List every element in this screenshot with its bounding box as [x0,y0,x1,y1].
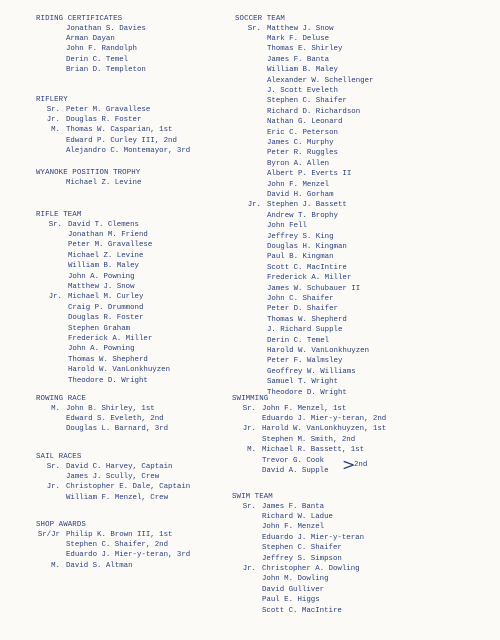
student-name: Peter M. Gravallese [66,105,151,114]
list-item [232,554,500,564]
class-label: M. [247,446,256,455]
student-name: James F. Banta [267,55,330,64]
list-item [232,190,500,200]
list-item [232,424,500,434]
list-item [0,240,232,250]
list-item [232,512,500,522]
list-item [232,304,500,314]
student-name: Scott C. MacIntire [262,606,342,615]
class-label: Sr. [46,105,60,114]
student-name: William F. Menzel, Crew [66,493,169,502]
student-name: Edward P. Curley III, 2nd [66,136,177,145]
section-heading: RIFLERY [36,96,68,104]
student-name: Matthew J. Snow [68,283,135,291]
student-name: Thomas W. Shepherd [68,355,148,364]
list-item [232,445,500,455]
class-label: Sr/Jr [37,530,60,539]
list-item [232,117,500,127]
list-item [232,377,500,387]
list-item [0,220,232,230]
list-item [232,388,500,398]
student-name: Jeffrey S. King [267,232,334,241]
list-item [0,65,232,75]
class-label: Jr. [242,425,256,434]
student-name: Frederick A. Miller [267,274,352,283]
section-heading: WYANOKE POSITION TROPHY [36,169,141,177]
student-name: Peter R. Ruggles [267,149,338,158]
student-name: Michael Z. Levine [68,251,144,260]
tie-brace-icon: > [342,454,356,474]
list-item [0,414,232,424]
list-item [0,125,232,135]
list-item [232,180,500,190]
student-name: Byron A. Allen [267,159,330,168]
list-item [0,178,232,188]
student-name: Edward S. Eveleth, 2nd [66,415,164,423]
list-item [232,284,500,294]
student-name: Theodore D. Wright [68,376,148,385]
section-heading: ROWING RACE [36,395,86,403]
student-name: Arman Dayan [66,35,115,43]
list-item [232,356,500,366]
list-item [0,55,232,65]
list-item [232,294,500,304]
student-name: John A. Powning [68,272,135,281]
section-heading: SAIL RACES [36,453,82,461]
student-name: Alexander W. Schellenger [267,76,374,85]
list-item [232,107,500,117]
student-name: Stephen Graham [68,324,131,333]
student-name: Craig P. Drummond [68,303,144,312]
list-item [0,230,232,240]
list-item [0,136,232,146]
student-name: Stephen C. Shaifer, 2nd [66,541,169,549]
section-heading: RIFLE TEAM [36,211,82,219]
student-name: J. Scott Eveleth [267,87,338,95]
student-name: Christopher A. Dowling [262,565,360,573]
student-name: Harold W. VanLonkhuyzen, 1st [262,425,387,434]
student-name: Philip K. Brown III, 1st [66,530,173,539]
list-item [232,346,500,356]
student-name: Michael Z. Levine [66,178,142,187]
list-item [232,325,500,335]
student-name: Peter D. Shaifer [267,305,338,314]
list-item [232,148,500,158]
list-item [232,435,500,445]
student-name: Eduardo J. Mier-y-teran, 3rd [66,551,191,560]
student-name: Stephen M. Smith, 2nd [262,435,356,444]
class-label: Jr. [46,116,60,124]
list-item [232,564,500,574]
student-name: Geoffrey W. Williams [267,367,356,376]
list-item [0,292,232,302]
class-label: Sr. [242,502,256,511]
list-item [232,200,500,210]
list-item [0,355,232,365]
student-name: Trevor G. Cook [262,456,325,465]
student-name: Samuel T. Wright [267,378,338,387]
tie-label: 2nd [354,460,368,469]
student-name: Paul B. Kingman [267,253,334,262]
student-name: Thomas E. Shirley [267,45,343,54]
student-name: Matthew J. Snow [267,24,334,33]
student-name: David A. Supple [262,467,329,475]
list-item [0,462,232,472]
student-name: John F. Randolph [66,45,137,54]
student-name: Harold W. VanLonkhuyzen [267,347,370,355]
student-name: Jeffrey S. Simpson [262,554,342,563]
class-label: Sr. [46,462,60,471]
list-item [232,522,500,532]
list-item [232,404,500,414]
list-item [0,324,232,334]
student-name: Derin C. Temel [267,336,330,345]
student-name: Frederick A. Miller [68,335,153,343]
list-item [0,540,232,550]
list-item [0,261,232,271]
student-name: John F. Menzel [267,180,330,189]
student-name: Christopher E. Dale, Captain [66,483,191,492]
student-name: Derin C. Temel [66,55,129,64]
list-item [232,211,500,221]
class-label: Jr. [242,565,256,573]
student-name: James F. Banta [262,502,325,511]
student-name: Eduardo J. Mier-y-teran, 2nd [262,415,387,423]
list-item [0,493,232,503]
class-label: Sr. [247,24,261,33]
student-name: Alejandro C. Montemayor, 3rd [66,147,191,156]
list-item [0,472,232,482]
list-item [0,365,232,375]
student-name: Stephen C. Shaifer [267,97,347,106]
class-label: Jr. [46,483,60,492]
student-name: Stephen J. Bassett [267,201,347,210]
student-name: Albert P. Everts II [267,170,352,179]
student-name: Stephen C. Shaifer [262,544,342,553]
list-item [232,574,500,584]
student-name: Jonathan S. Davies [66,24,146,33]
section-heading: SWIMMING [232,395,269,403]
list-item [232,76,500,86]
list-item [232,273,500,283]
student-name: Michael M. Curley [68,293,144,302]
class-label: Sr. [48,220,62,229]
section-heading: SOCCER TEAM [235,15,285,23]
list-item [0,282,232,292]
list-item [0,482,232,492]
list-item [232,336,500,346]
student-name: Peter M. Gravallese [68,241,153,250]
student-name: Eric C. Peterson [267,128,338,137]
list-item [232,315,500,325]
student-name: J. Richard Supple [267,326,343,335]
list-item [232,24,500,34]
section-heading: SHOP AWARDS [36,521,86,529]
list-item [0,115,232,125]
student-name: Brian D. Templeton [66,66,146,75]
class-label: M. [51,404,60,413]
student-name: Douglas L. Barnard, 3rd [66,425,169,434]
list-item [232,533,500,543]
list-item [232,34,500,44]
list-item [0,34,232,44]
list-item [232,55,500,65]
student-name: Douglas R. Foster [66,116,142,124]
list-item [0,334,232,344]
student-name: David Gulliver [262,585,325,594]
student-name: Peter F. Walmsley [267,357,343,366]
list-item [232,543,500,553]
section-heading: SWIM TEAM [232,493,273,501]
student-name: Theodore D. Wright [267,388,347,397]
list-item [232,263,500,273]
class-label: M. [51,126,60,135]
student-name: John Fell [267,222,307,231]
student-name: John C. Shaifer [267,295,334,303]
list-item [0,550,232,560]
list-item [232,128,500,138]
list-item [0,344,232,354]
list-item [0,105,232,115]
class-label: Sr. [242,404,256,413]
list-item [232,502,500,512]
student-name: Douglas H. Kingman [267,243,347,251]
list-item [0,424,232,434]
student-name: David H. Gorham [267,191,334,199]
student-name: Richard W. Ladue [262,513,333,521]
student-name: Richard D. Richardson [267,107,361,116]
list-item [232,159,500,169]
list-item [0,24,232,34]
student-name: Paul E. Higgs [262,596,320,605]
list-item [232,242,500,252]
list-item [232,65,500,75]
student-name: John A. Powning [68,345,135,354]
student-name: David S. Altman [66,561,133,570]
student-name: Jonathan M. Friend [68,231,148,239]
list-item [0,303,232,313]
section-heading: RIDING CERTIFICATES [36,15,123,23]
student-name: Scott C. MacIntire [267,263,347,272]
list-item [0,44,232,54]
list-item [232,138,500,148]
student-name: William B. Maley [267,66,338,75]
list-item [232,367,500,377]
class-label: M. [51,561,60,570]
student-name: James C. Murphy [267,139,334,147]
list-item [0,561,232,571]
list-item [232,606,500,616]
list-item [0,530,232,540]
list-item [232,169,500,179]
student-name: Eduardo J. Mier-y-teran [262,533,365,542]
list-item [232,221,500,231]
student-name: David T. Clemens [68,220,139,229]
list-item [232,86,500,96]
list-item [0,376,232,386]
list-item [232,252,500,262]
student-name: James J. Scully, Crew [66,473,160,481]
student-name: Thomas W. Shepherd [267,315,347,324]
list-item [232,232,500,242]
list-item [232,585,500,595]
list-item [0,251,232,261]
list-item [232,44,500,54]
student-name: John F. Menzel, 1st [262,404,347,413]
student-name: Nathan G. Leonard [267,118,343,127]
student-name: Andrew T. Brophy [267,211,338,220]
list-item [0,313,232,323]
class-label: Jr. [48,293,62,302]
class-label: Jr. [247,201,261,210]
list-item [232,96,500,106]
student-name: John B. Shirley, 1st [66,404,155,413]
student-name: Douglas R. Foster [68,314,144,323]
student-name: Mark F. Deluse [267,35,330,43]
student-name: William B. Maley [68,262,139,271]
student-name: Harold W. VanLonkhuyzen [68,366,171,375]
student-name: James W. Schubauer II [267,284,361,293]
student-name: David C. Harvey, Captain [66,462,173,471]
list-item [0,272,232,282]
student-name: John F. Menzel [262,523,325,532]
student-name: John M. Dowling [262,575,329,584]
student-name: Thomas W. Casparian, 1st [66,126,173,135]
student-name: Michael R. Bassett, 1st [262,446,365,455]
list-item [232,414,500,424]
list-item [0,404,232,414]
list-item [0,146,232,156]
list-item [232,595,500,605]
